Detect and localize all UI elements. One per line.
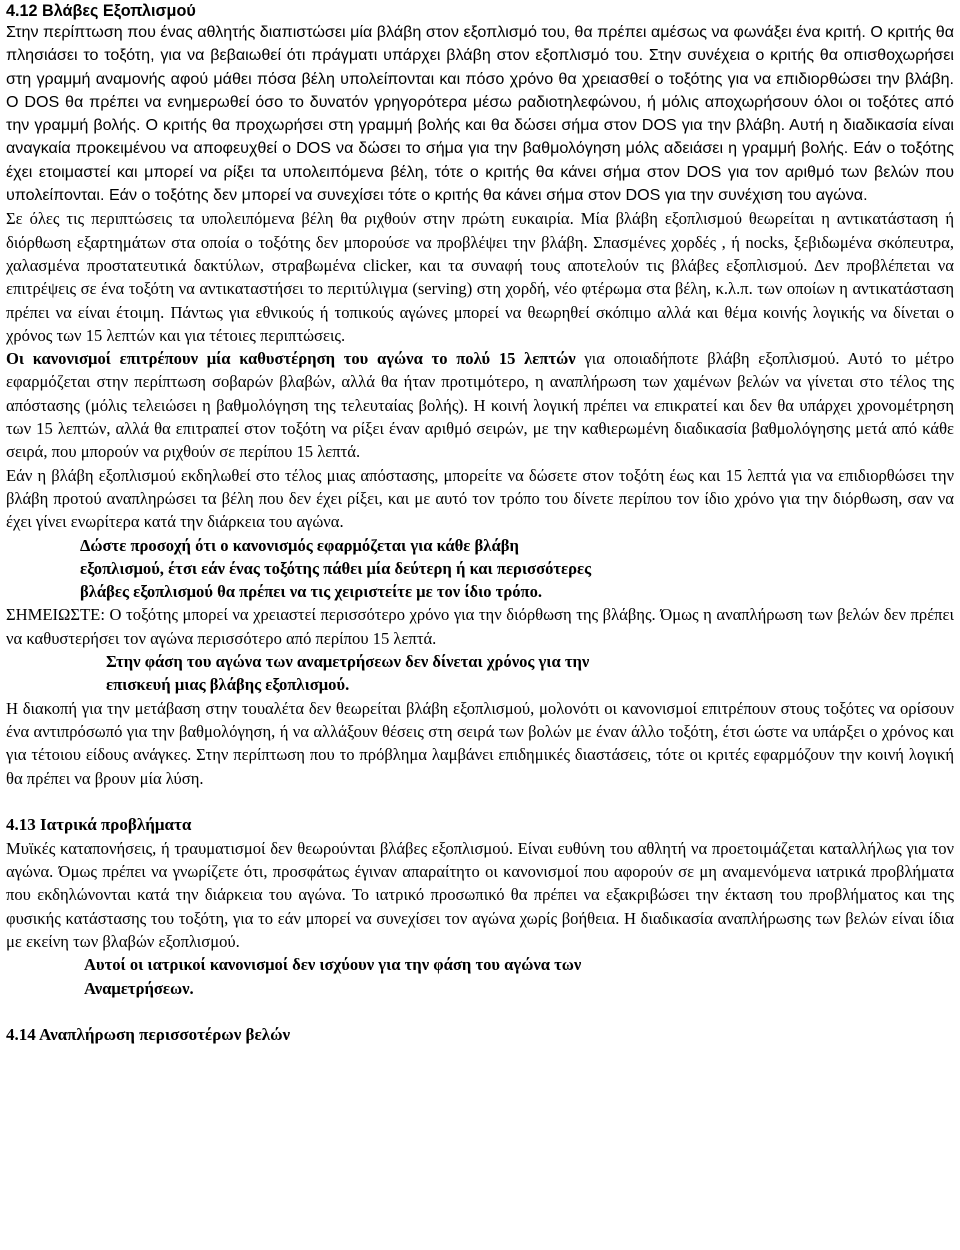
section-gap bbox=[6, 790, 954, 813]
paragraph-medical-problems: Μυϊκές καταπονήσεις, ή τραυματισμοί δεν θεωρούνται βλάβες εξοπλισμού. Είναι ευθύνη του αθλητή να προετοιμάζεται καταλλήλως για τον αγώνα. Όμως πρέπει να γνωρίζετε ότι, προσφάτως έγιναν απαραίτητο οι κανονισμοί που αφορούν σε μη αναμενόμενα ιατρικά προβλήματα που εκδηλώνονται κατά την διάρκεια του αγώνα. Το ιατρικό προσωπικό θα πρέπει να εξακριβώσει την έκταση του προβλήματος και της φυσικής κατάστασης του τοξότη, για το εάν μπορεί να συνεχίσει τον αγώνα χωρίς βοήθεια. Η διαδικασία αναπλήρωσης των βελών είναι ίδια με εκείνη των βλαβών εξοπλισμού. bbox=[6, 838, 954, 951]
delay-rule-text: για οποιαδήποτε βλάβη εξοπλισμού. Αυτό το μέτρο εφαρμόζεται στην περίπτωση σοβαρών βλαβών, αλλά θα ήταν προτιμότερο, η αναπλήρωση των χαμένων βελών να γίνεται στο τέλος της απόστασης (μόλις τελειώσει η βαθμολόγηση της τελευταίας βολής). Η κοινή λογική πρέπει να επικρατεί και δεν θα υπάρχει χρονομέτρηση των 15 λεπτών, αλλά θα επιτραπεί στον τοξότη να ρίξει έναν αριθμό σειρών, με την καθιερωμένη διαδικασία βαθμολόγησης μετά από κάθε σειρά, που μπορούν να ριχθούν σε περίπου 15 λεπτά. bbox=[6, 349, 954, 462]
note-line: Αυτοί οι ιατρικοί κανονισμοί δεν ισχύουν για την φάση του αγώνα των bbox=[84, 955, 582, 975]
paragraph-equipment-failure-definition: Σε όλες τις περιπτώσεις τα υπολειπόμενα βέλη θα ριχθούν στην πρώτη ευκαιρία. Μία βλάβη εξοπλισμού θεωρείται η αντικατάσταση ή διόρθωση εξαρτημάτων στα οποία ο τοξότης δεν μπορούσε να προβλέψει την βλάβη. Σπασμένες χορδές , ή nocks, ξεβιδωμένα σκόπευτρα, χαλασμένα προστατευτικά δακτύλων, στραβωμένα clicker, και τα συναφή τους αποτελούν τις βλάβες εξοπλισμού. Δεν προβλέπεται να επιτρέψεις σε ένα τοξότη να αντικαταστήσει το περιτύλιγμα (serving) στη χορδή, νέο φτέρωμα στα βέλη, κ.λ.π. των οποίων η αντικατάσταση πρέπει να είναι έτοιμη. Πάντως για εθνικούς ή τοπικούς αγώνες μπορεί να θεωρηθεί σκόπιμο αλλά και θέμα κοινής λογικής να δίνεται ο χρόνος των 15 λεπτών και για τέτοιες περιπτώσεις. bbox=[6, 209, 954, 345]
section-number: 4.13 bbox=[6, 814, 36, 834]
paragraph-equipment-failure-procedure: Στην περίπτωση που ένας αθλητής διαπιστώσει μία βλάβη στον εξοπλισμό του, θα πρέπει αμέσως να φωνάξει ένα κριτή. Ο κριτής θα πλησιάσει το τοξότη, για να βεβαιωθεί ότι πράγματι υπάρχει βλάβη στον εξοπλισμό του. Στην συνέχεια ο κριτής θα οπισθοχωρήσει στη γραμμή αναμονής αφού μάθει πόσα βέλη υπολείπονται και πόσο χρόνο θα χρειασθεί ο τοξότης για να επιδιορθώσει την βλάβη. Ο DOS θα πρέπει να ενημερωθεί όσο το δυνατόν γρηγορότερα μέσω ραδιοτηλεφώνου, ή μόλις αποχωρήσουν όλοι οι τοξότες από την γραμμή βολής. Ο κριτής θα προχωρήσει στη γραμμή βολής και θα δώσει σήμα στον DOS για την βλάβη. Αυτή η διαδικασία είναι αναγκαία προκειμένου να αποφευχθεί ο DOS να δώσει το σήμα για την βαθμολόγηση μόλς αδειάσει η γραμμή βολής. Εάν ο τοξότης έχει ετοιμαστεί και μπορεί να ρίξει τα υπολειπόμενα βέλη, τότε ο κριτής θα κάνει σήμα στον DOS για τον αριθμό των βελών που υπολείπονται. Εάν ο τοξότης δεν μπορεί να συνεχίσει τότε ο κριτής θα κάνει σήμα στον DOS για την συνέχιση του αγώνα. bbox=[6, 23, 955, 205]
paragraph-delay-rule bbox=[6, 347, 954, 463]
section-number: 4.14 bbox=[6, 1024, 36, 1044]
note-medical-matchplay bbox=[6, 953, 954, 1000]
note-line: επισκευή μιας βλάβης εξοπλισμού. bbox=[106, 675, 350, 695]
paragraph-end-of-distance: Εάν η βλάβη εξοπλισμού εκδηλωθεί στο τέλος μιας απόστασης, μπορείτε να δώσετε στον τοξότη έως και 15 λεπτά για να επιδιορθώσει την βλάβη προτού αναπληρώσει τα βέλη που δεν έχει ρίξει, και με αυτό τον τρόπο του δίνετε περίπου τον ίδιο χρόνο για την διόρθωση, σαν να έχει γίνει ενωρίτερα κατά την διάρκεια του αγώνα. bbox=[6, 465, 954, 532]
section-title: Αναπλήρωση περισσοτέρων βελών bbox=[35, 1024, 291, 1044]
section-heading-4-13 bbox=[6, 813, 954, 837]
note-line: Αναμετρήσεων. bbox=[84, 978, 194, 998]
note-each-failure bbox=[6, 534, 954, 604]
note-line: Στην φάση του αγώνα των αναμετρήσεων δεν δίνεται χρόνος για την bbox=[106, 652, 590, 672]
paragraph-toilet-break: Η διακοπή για την μετάβαση στην τουαλέτα δεν θεωρείται βλάβη εξοπλισμού, μολονότι οι κανονισμοί επιτρέπουν στους τοξότες να ορίσουν ένα αντιπρόσωπό για την βαθμολόγηση, ή να αλλάξουν θέσεις στη σειρά των βολών με έναν άλλο τοξότη, έτσι ώστε να υπάρξει ο χρόνος και για τέτοιου είδους ανάγκες. Στην περίπτωση που το πρόβλημα λαμβάνει επιδημικές διαστάσεις, τότε οι κριτές εφαρμόζουν την κοινή λογική θα πρέπει να βρουν μία λύση. bbox=[6, 698, 954, 788]
note-line: Δώστε προσοχή ότι ο κανονισμός εφαρμόζεται για κάθε βλάβη bbox=[80, 535, 519, 555]
note-line: εξοπλισμού, έτσι εάν ένας τοξότης πάθει μία δεύτερη ή και περισσότερες bbox=[80, 558, 592, 578]
section-heading-4-14 bbox=[6, 1023, 954, 1047]
note-matchplay bbox=[6, 650, 954, 697]
delay-rule-bold: Οι κανονισμοί επιτρέπουν μία καθυστέρηση του αγώνα το πολύ 15 λεπτών bbox=[6, 349, 576, 369]
section-gap bbox=[6, 1000, 954, 1023]
paragraph-note-time: ΣΗΜΕΙΩΣΤΕ: Ο τοξότης μπορεί να χρειαστεί περισσότερο χρόνο για την διόρθωση της βλάβης. Όμως η αναπλήρωση των βελών δεν πρέπει να καθυστερήσει τον αγώνα περισσότερο από περίπου 15 λεπτά. bbox=[6, 605, 954, 648]
note-line: βλάβες εξοπλισμού θα πρέπει να τις χειριστείτε με τον ίδιο τρόπο. bbox=[80, 582, 543, 602]
section-title: Ιατρικά προβλήματα bbox=[35, 814, 192, 834]
section-heading-4-12: 4.12 Βλάβες Εξοπλισμού bbox=[6, 2, 196, 20]
